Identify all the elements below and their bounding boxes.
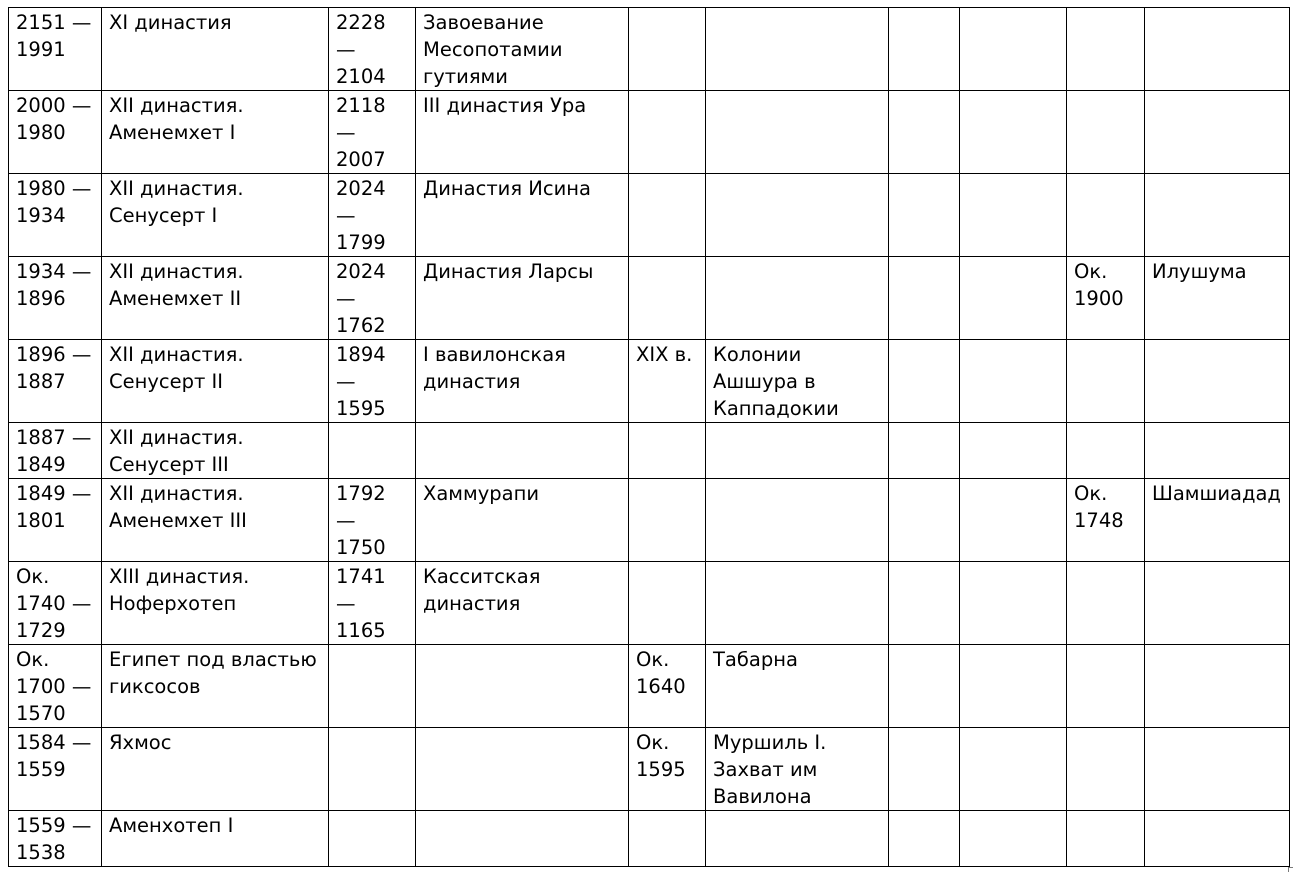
anatolia-event-cell [706,174,889,257]
table-row [9,340,1290,423]
anatolia-date-cell [629,423,706,479]
col8-cell [960,811,1067,867]
mesopotamia-date-cell [329,728,416,811]
col7-cell [889,340,960,423]
assyria-date-cell: Ок. 1900 [1067,257,1145,340]
anatolia-event-cell [706,423,889,479]
anatolia-date-cell [629,562,706,645]
assyria-ruler-cell: Шамшиадад [1145,479,1290,562]
anatolia-event-cell [706,811,889,867]
anatolia-date-cell [629,174,706,257]
col7-cell [889,423,960,479]
assyria-date-cell [1067,811,1145,867]
col8-cell [960,645,1067,728]
assyria-date-cell [1067,8,1145,91]
assyria-ruler-cell [1145,340,1290,423]
table-row [9,91,1290,174]
mesopotamia-event-cell [416,811,629,867]
assyria-ruler-cell [1145,423,1290,479]
col8-cell [960,340,1067,423]
mesopotamia-date-cell: 1741 — 1165 [329,562,416,645]
assyria-ruler-cell: Илушума [1145,257,1290,340]
mesopotamia-date-cell: 2024 — 1762 [329,257,416,340]
anatolia-date-cell: XIX в. [629,340,706,423]
table-row [9,8,1290,91]
mesopotamia-event-cell: III династия Ура [416,91,629,174]
col7-cell [889,728,960,811]
anatolia-event-cell [706,562,889,645]
col7-cell [889,811,960,867]
col7-cell [889,91,960,174]
anatolia-event-cell [706,8,889,91]
assyria-date-cell: Ок. 1748 [1067,479,1145,562]
col7-cell [889,479,960,562]
anatolia-event-cell: Табарна [706,645,889,728]
egypt-date-cell: 1934 — 1896 [9,257,102,340]
table-row [9,728,1290,811]
chronology-table [8,7,1290,867]
mesopotamia-date-cell: 1894 — 1595 [329,340,416,423]
egypt-ruler-cell: XII династия. Сенусерт II [102,340,329,423]
col7-cell [889,8,960,91]
assyria-date-cell [1067,91,1145,174]
anatolia-date-cell [629,8,706,91]
mesopotamia-event-cell: Хаммурапи [416,479,629,562]
anatolia-date-cell: Ок. 1640 [629,645,706,728]
assyria-ruler-cell [1145,811,1290,867]
egypt-ruler-cell: XII династия. Аменемхет I [102,91,329,174]
assyria-ruler-cell [1145,562,1290,645]
assyria-date-cell [1067,423,1145,479]
table-row [9,479,1290,562]
col8-cell [960,8,1067,91]
mesopotamia-date-cell [329,811,416,867]
col8-cell [960,174,1067,257]
assyria-ruler-cell [1145,91,1290,174]
mesopotamia-date-cell [329,645,416,728]
mesopotamia-event-cell: Династия Ларсы [416,257,629,340]
egypt-date-cell: Ок. 1740 — 1729 [9,562,102,645]
assyria-date-cell [1067,562,1145,645]
table-row [9,174,1290,257]
egypt-ruler-cell: XII династия. Аменемхет II [102,257,329,340]
col8-cell [960,257,1067,340]
egypt-date-cell: 1559 — 1538 [9,811,102,867]
assyria-ruler-cell [1145,728,1290,811]
table-row [9,257,1290,340]
mesopotamia-date-cell: 2228 — 2104 [329,8,416,91]
egypt-ruler-cell: XII династия. Сенусерт I [102,174,329,257]
egypt-ruler-cell: XIII династия. Ноферхотеп [102,562,329,645]
mesopotamia-event-cell [416,423,629,479]
assyria-ruler-cell [1145,645,1290,728]
table-row [9,811,1290,867]
col8-cell [960,423,1067,479]
col7-cell [889,257,960,340]
egypt-date-cell: 1584 — 1559 [9,728,102,811]
egypt-ruler-cell: Яхмос [102,728,329,811]
egypt-ruler-cell: XII династия. Аменемхет III [102,479,329,562]
anatolia-date-cell [629,479,706,562]
mesopotamia-date-cell [329,423,416,479]
egypt-date-cell: 2151 — 1991 [9,8,102,91]
mesopotamia-event-cell [416,728,629,811]
table-row [9,562,1290,645]
anatolia-event-cell: Муршиль I. Захват им Вавилона [706,728,889,811]
anatolia-event-cell [706,91,889,174]
col7-cell [889,645,960,728]
egypt-ruler-cell: Египет под властью гиксосов [102,645,329,728]
table-row [9,645,1290,728]
page-corner-mark [1288,867,1293,872]
assyria-date-cell [1067,728,1145,811]
anatolia-date-cell: Ок. 1595 [629,728,706,811]
anatolia-event-cell [706,479,889,562]
col7-cell [889,174,960,257]
mesopotamia-event-cell [416,645,629,728]
table-row [9,423,1290,479]
egypt-date-cell: 1849 — 1801 [9,479,102,562]
mesopotamia-date-cell: 2024 — 1799 [329,174,416,257]
egypt-ruler-cell: XII династия. Сенусерт III [102,423,329,479]
mesopotamia-event-cell: Касситская династия [416,562,629,645]
col8-cell [960,562,1067,645]
egypt-ruler-cell: XI династия [102,8,329,91]
egypt-date-cell: 1896 — 1887 [9,340,102,423]
egypt-ruler-cell: Аменхотеп I [102,811,329,867]
assyria-date-cell [1067,340,1145,423]
egypt-date-cell: 1980 — 1934 [9,174,102,257]
col8-cell [960,91,1067,174]
egypt-date-cell: Ок. 1700 — 1570 [9,645,102,728]
mesopotamia-event-cell: Династия Исина [416,174,629,257]
anatolia-date-cell [629,257,706,340]
assyria-ruler-cell [1145,174,1290,257]
anatolia-date-cell [629,811,706,867]
egypt-date-cell: 2000 — 1980 [9,91,102,174]
col7-cell [889,562,960,645]
col8-cell [960,479,1067,562]
table-body [9,8,1290,867]
anatolia-event-cell: Колонии Ашшура в Каппадокии [706,340,889,423]
mesopotamia-event-cell: Завоевание Месопотамии гутиями [416,8,629,91]
egypt-date-cell: 1887 — 1849 [9,423,102,479]
assyria-ruler-cell [1145,8,1290,91]
col8-cell [960,728,1067,811]
mesopotamia-date-cell: 1792 — 1750 [329,479,416,562]
mesopotamia-event-cell: I вавилонская династия [416,340,629,423]
anatolia-date-cell [629,91,706,174]
assyria-date-cell [1067,645,1145,728]
assyria-date-cell [1067,174,1145,257]
anatolia-event-cell [706,257,889,340]
mesopotamia-date-cell: 2118 — 2007 [329,91,416,174]
